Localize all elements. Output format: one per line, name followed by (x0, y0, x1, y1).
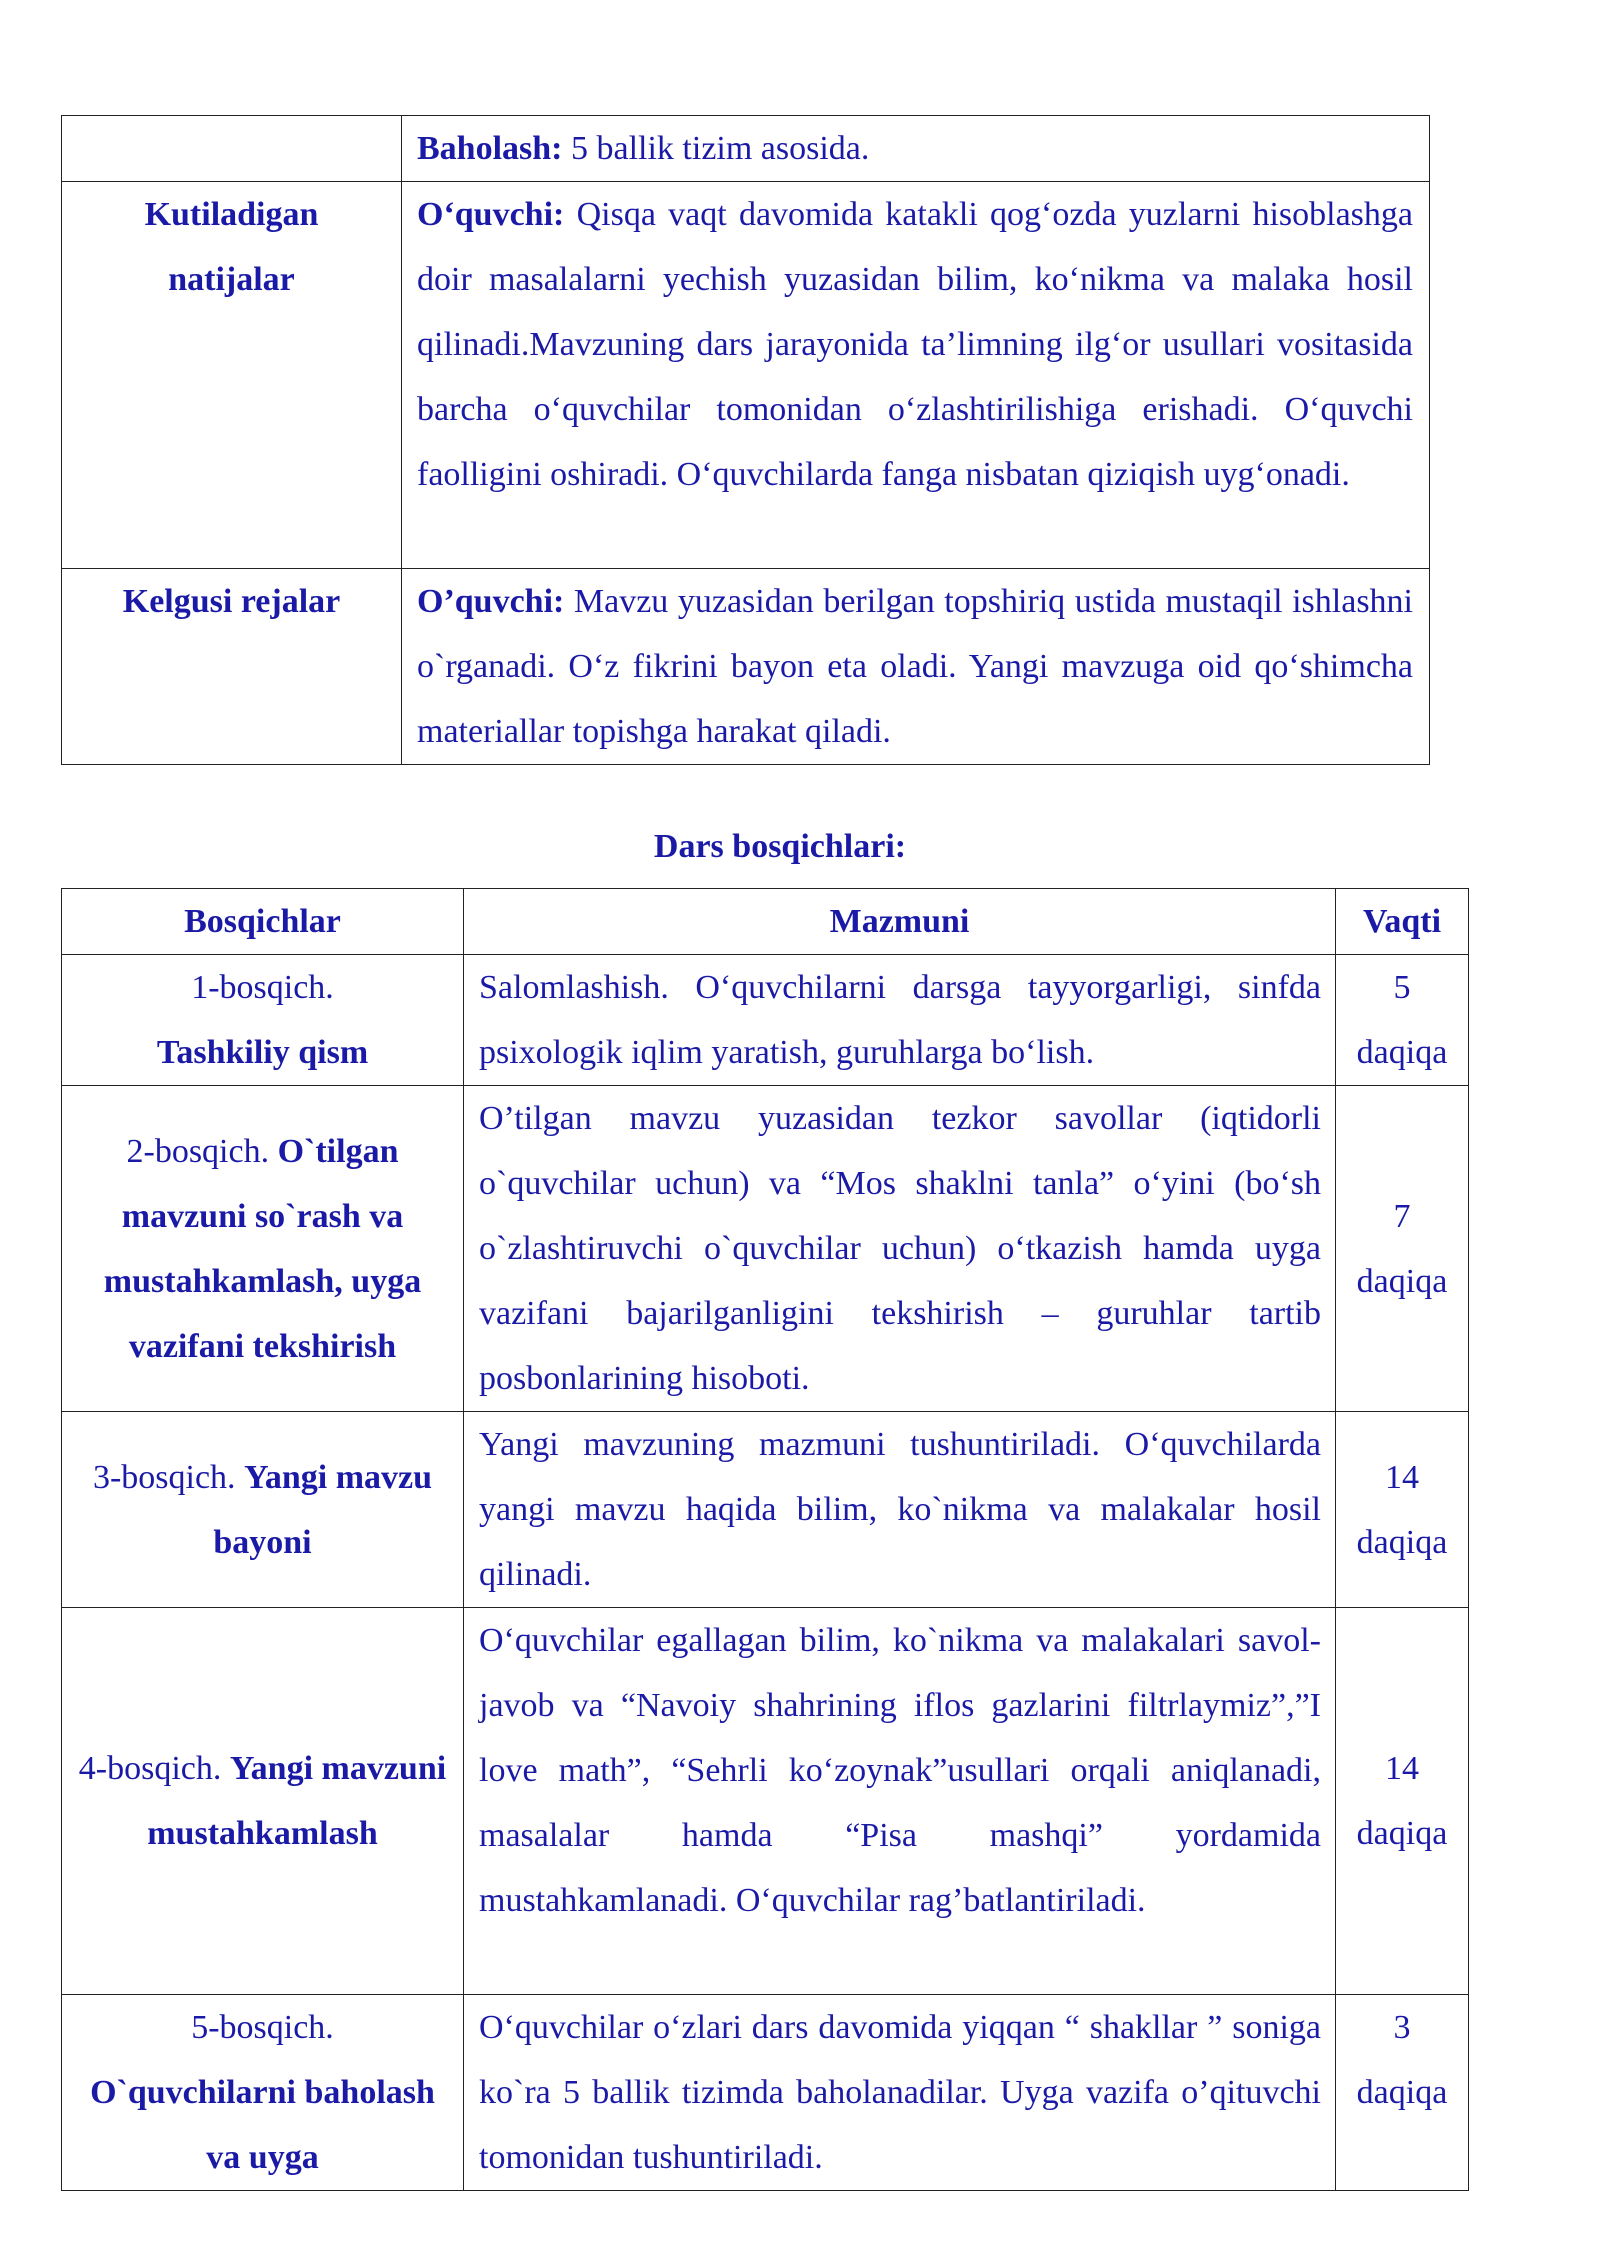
row-text: Mavzu yuzasidan berilgan topshiriq ustida mustaqil ishlashni o`rganadi. O‘z fikrini bayon eta oladi. Yangi mavzuga oid qo‘shimcha materiallar topishga harakat qiladi. (417, 583, 1413, 750)
table-row (62, 1608, 1469, 1995)
stage-content: O’tilgan mavzu yuzasidan tezkor savollar (iqtidorli o`quvchilar uchun) va “Mos shaklni tanla” o‘yini (bo‘sh o`zlashtiruvchi o`quvchilar uchun) o‘tkazish hamda uyga vazifani bajarilganligini tekshirish – guruhlar tartib posbonlarining hisoboti. (464, 1086, 1336, 1412)
stage-number: 3-bosqich. (92, 1458, 236, 1496)
lesson-stages-table (61, 888, 1469, 2191)
stage-number: 1-bosqich. (191, 969, 334, 1006)
time-unit: daqiqa (1356, 1034, 1448, 1071)
time-unit: daqiqa (1356, 2074, 1448, 2111)
time-value: 3 (1393, 2009, 1411, 2046)
column-header-time: Vaqti (1336, 889, 1469, 955)
time-unit: daqiqa (1356, 1262, 1448, 1300)
section-heading: Dars bosqichlari: (653, 828, 907, 865)
stage-name: Tashkiliy qism (156, 1034, 369, 1071)
stage-content: Yangi mavzuning mazmuni tushuntiriladi. O‘quvchilarda yangi mavzu haqida bilim, ko`nikma va malakalar hosil qilinadi. (464, 1412, 1336, 1608)
time-unit: daqiqa (1356, 1815, 1448, 1852)
stage-cell (62, 1086, 464, 1412)
stage-content: O‘quvchilar egallagan bilim, ko`nikma va malakalari savol-javob va “Navoiy shahrining iflos gazlarini filtrlaymiz”,”I love math”, “Sehrli ko‘zoynak”usullari orqali aniqlanadi, masalalar hamda “Pisa mashqi” yordamida mustahkamlanadi. O‘quvchilar rag’batlantiriladi. (464, 1608, 1336, 1995)
stage-name: Yangi mavzu bayoni (213, 1458, 433, 1561)
stage-number: 5-bosqich. (191, 2009, 334, 2046)
time-value: 14 (1385, 1750, 1419, 1787)
table-row (62, 1995, 1469, 2191)
lesson-outcomes-table (61, 115, 1430, 765)
stage-number: 2-bosqich. (126, 1132, 270, 1170)
stage-name: O`quvchilarni baholash va uyga (90, 2074, 435, 2176)
row-lead: O‘quvchi: (417, 196, 565, 233)
row-lead: O’quvchi: (417, 583, 565, 620)
table-row (62, 1086, 1469, 1412)
stage-time (1336, 1086, 1469, 1412)
time-value: 14 (1385, 1458, 1419, 1496)
stage-number: 4-bosqich. (78, 1750, 222, 1787)
stage-time (1336, 955, 1469, 1086)
stage-name: O`tilgan mavzuni so`rash va mustahkamlash, uyga vazifani tekshirish (103, 1132, 422, 1365)
table-row (62, 1412, 1469, 1608)
row-lead: Baholash: (417, 130, 563, 167)
stage-cell (62, 955, 464, 1086)
table-row (62, 116, 1430, 182)
stage-cell (62, 1995, 464, 2191)
table-row (62, 182, 1430, 569)
table-row (62, 955, 1469, 1086)
row-label: Kelgusi rejalar (62, 569, 402, 765)
stage-content: O‘quvchilar o‘zlari dars davomida yiqqan “ shakllar ” soniga ko`ra 5 ballik tizimda baholanadilar. Uyga vazifa o’qituvchi tomonidan tushuntiriladi. (464, 1995, 1336, 2191)
row-text: Qisqa vaqt davomida katakli qog‘ozda yuzlarni hisoblashga doir masalalarni yechish yuzasidan bilim, ko‘nikma va malaka hosil qilinadi.Mavzuning dars jarayonida ta’limning ilg‘or usullari vositasida barcha o‘quvchilar tomonidan o‘zlashtirilishiga erishadi. O‘quvchi faolligini oshiradi. O‘quvchilarda fanga nisbatan qiziqish uyg‘onadi. (417, 196, 1413, 493)
time-value: 5 (1393, 969, 1411, 1006)
column-header-content: Mazmuni (464, 889, 1336, 955)
column-header-stages: Bosqichlar (62, 889, 464, 955)
table-row (62, 569, 1430, 765)
time-value: 7 (1393, 1197, 1411, 1235)
stage-content: Salomlashish. O‘quvchilarni darsga tayyorgarligi, sinfda psixologik iqlim yaratish, guruhlarga bo‘lish. (464, 955, 1336, 1086)
table-header-row (62, 889, 1469, 955)
stage-name: Yangi mavzuni mustahkamlash (147, 1750, 447, 1852)
row-label (62, 116, 402, 182)
row-content (402, 116, 1430, 182)
row-content (402, 569, 1430, 765)
row-label: Kutiladigan natijalar (62, 182, 402, 569)
stage-time (1336, 1412, 1469, 1608)
time-unit: daqiqa (1356, 1523, 1448, 1561)
stage-time (1336, 1608, 1469, 1995)
stage-time (1336, 1995, 1469, 2191)
stage-cell (62, 1608, 464, 1995)
row-content (402, 182, 1430, 569)
stage-cell (62, 1412, 464, 1608)
row-text: 5 ballik tizim asosida. (562, 130, 870, 167)
